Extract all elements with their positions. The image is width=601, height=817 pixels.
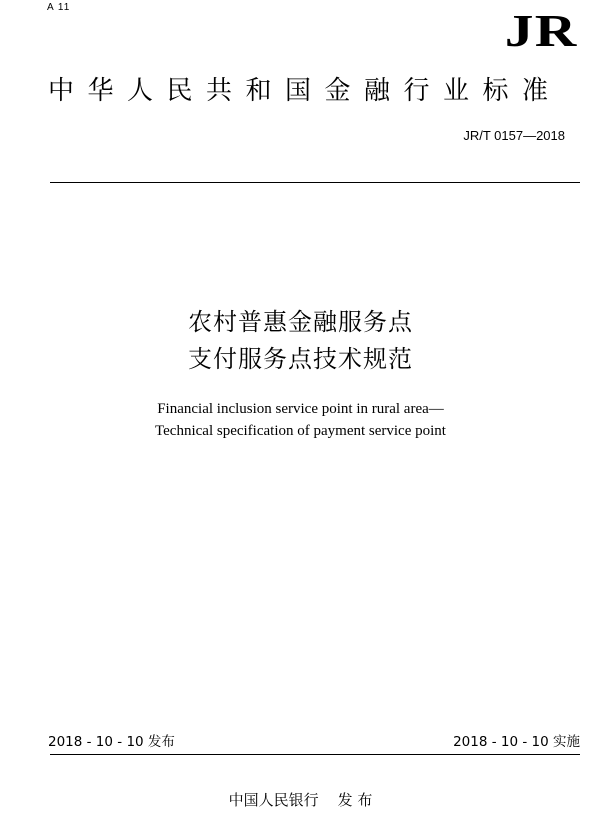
english-title-line-2: Technical specification of payment service point bbox=[155, 423, 446, 439]
english-title-line-1: Financial inclusion service point in rural area— bbox=[157, 401, 444, 417]
chinese-title-line-1: 农村普惠金融服务点 bbox=[188, 308, 413, 336]
jr-logo: JR bbox=[504, 5, 578, 56]
standard-series-title: 中华人民共和国金融行业标准 bbox=[48, 76, 562, 106]
bottom-divider bbox=[50, 754, 580, 755]
standard-number: JR/T 0157—2018 bbox=[463, 128, 565, 143]
chinese-title-line-2: 支付服务点技术规范 bbox=[188, 345, 413, 373]
top-divider bbox=[50, 182, 580, 183]
issue-date: 2018 - 10 - 10 发布 bbox=[48, 734, 175, 750]
implementation-date: 2018 - 10 - 10 实施 bbox=[453, 734, 580, 750]
issuing-authority: 中国人民银行 发 布 bbox=[228, 791, 373, 809]
classification-code: A 11 bbox=[47, 2, 71, 13]
